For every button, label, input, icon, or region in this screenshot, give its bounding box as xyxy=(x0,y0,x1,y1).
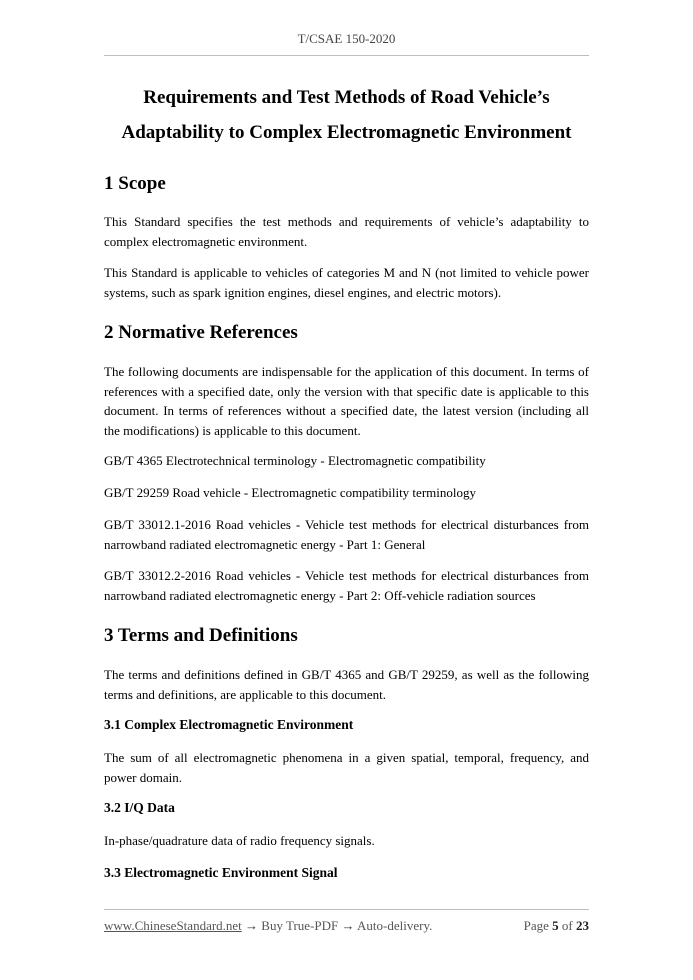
term-definition-3-1: The sum of all electromagnetic phenomena in a given spatial, temporal, frequency, and power domain. xyxy=(104,750,589,785)
terms-intro-paragraph: The terms and definitions defined in GB/T 4365 and GB/T 29259, as well as the following terms and definitions, are applicable to this document. xyxy=(104,667,589,702)
current-page-number: 5 xyxy=(552,918,559,933)
auto-delivery-text: Auto-delivery. xyxy=(357,918,433,933)
arrow-right-icon: → xyxy=(341,918,355,933)
header-divider xyxy=(104,55,589,56)
site-link[interactable]: www.ChineseStandard.net xyxy=(104,918,242,933)
term-heading-3-3: 3.3 Electromagnetic Environment Signal xyxy=(104,865,338,880)
section-heading-scope: 1 Scope xyxy=(104,173,166,194)
total-page-count: 23 xyxy=(576,918,589,933)
standard-code: T/CSAE 150-2020 xyxy=(297,31,396,46)
footer-links xyxy=(104,918,432,934)
term-heading-3-2: 3.2 I/Q Data xyxy=(104,800,175,815)
scope-paragraph-2: This Standard is applicable to vehicles of categories M and N (not limited to vehicle power systems, such as spark ignition engines, diesel engines, and electric motors). xyxy=(104,265,589,300)
document-title-line-1: Requirements and Test Methods of Road Vehicle’s xyxy=(143,87,550,108)
references-intro-paragraph: The following documents are indispensable for the application of this document. In terms of references with a specified date, only the version with that specific date is applicable to this document. In terms of references without a specified date, the latest version (including all the modifications) is applicable to this document. xyxy=(104,364,589,438)
reference-item-3: GB/T 33012.1-2016 Road vehicles - Vehicle test methods for electrical disturbances from narrowband radiated electromagnetic energy - Part 1: General xyxy=(104,517,589,552)
document-title-line-2: Adaptability to Complex Electromagnetic Environment xyxy=(121,122,572,143)
scope-paragraph-1: This Standard specifies the test methods and requirements of vehicle’s adaptability to complex electromagnetic environment. xyxy=(104,214,589,249)
reference-item-1: GB/T 4365 Electrotechnical terminology - Electromagnetic compatibility xyxy=(104,453,486,468)
reference-item-4: GB/T 33012.2-2016 Road vehicles - Vehicle test methods for electrical disturbances from narrowband radiated electromagnetic energy - Part 2: Off-vehicle radiation sources xyxy=(104,568,589,603)
page-label: Page xyxy=(523,918,549,933)
section-heading-terms-definitions: 3 Terms and Definitions xyxy=(104,625,298,646)
term-heading-3-1: 3.1 Complex Electromagnetic Environment xyxy=(104,717,354,732)
arrow-right-icon: → xyxy=(245,918,259,933)
of-label: of xyxy=(561,918,573,933)
buy-pdf-link[interactable]: Buy True-PDF xyxy=(261,918,339,933)
term-definition-3-2: In-phase/quadrature data of radio frequency signals. xyxy=(104,833,375,848)
page-number-indicator xyxy=(524,918,589,934)
reference-item-2: GB/T 29259 Road vehicle - Electromagnetic compatibility terminology xyxy=(104,485,476,500)
section-heading-normative-references: 2 Normative References xyxy=(104,322,298,343)
footer-divider xyxy=(104,909,589,910)
